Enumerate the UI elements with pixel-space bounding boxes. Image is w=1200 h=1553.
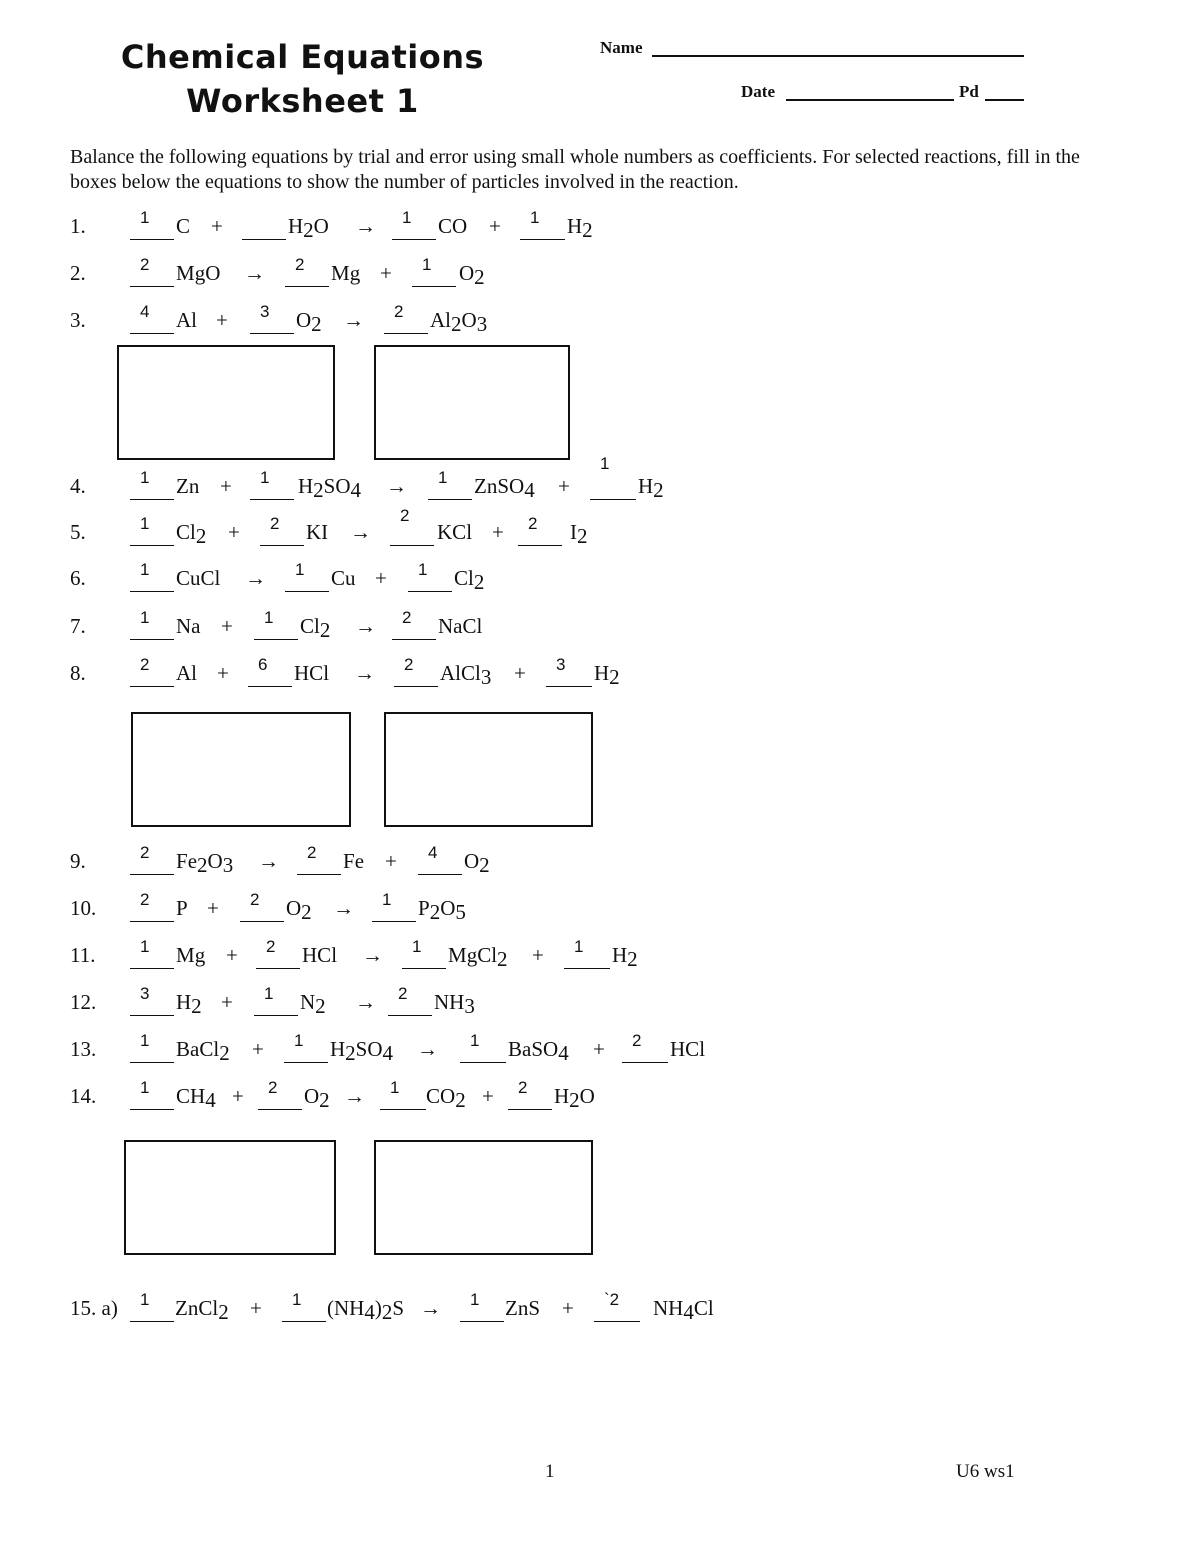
coefficient-value: 1 <box>260 468 270 487</box>
chemical-formula: BaSO4 <box>508 1037 569 1065</box>
coefficient-value: 2 <box>307 843 317 862</box>
equation-number: 12. <box>70 990 97 1014</box>
coefficient-value: 2 <box>528 514 538 533</box>
coefficient-blank[interactable] <box>428 499 472 500</box>
coefficient-blank[interactable] <box>130 239 174 240</box>
coefficient-value: 2 <box>140 843 150 862</box>
reaction-arrow: → <box>344 1084 365 1108</box>
chemical-formula: KI <box>306 520 329 544</box>
coefficient-blank[interactable] <box>297 874 341 875</box>
equation-number: 2. <box>70 261 86 285</box>
coefficient-value: 3 <box>140 984 150 1003</box>
plus-sign: + <box>207 896 219 920</box>
chemical-formula: O2 <box>286 896 312 924</box>
chemical-formula: Na <box>176 614 201 638</box>
period-label: Pd <box>959 82 979 101</box>
coefficient-value: 1 <box>382 890 392 909</box>
chemical-formula: O2 <box>459 261 485 289</box>
reactant-particle-box-3[interactable] <box>117 345 335 460</box>
chemical-formula: I2 <box>570 520 588 548</box>
chemical-formula: BaCl2 <box>176 1037 230 1065</box>
coefficient-value: 1 <box>140 608 150 627</box>
reaction-arrow: → <box>355 614 376 638</box>
reaction-arrow: → <box>350 520 371 544</box>
plus-sign: + <box>216 308 228 332</box>
coefficient-value: 2 <box>266 937 276 956</box>
plus-sign: + <box>220 474 232 498</box>
chemical-formula: O2 <box>304 1084 330 1112</box>
plus-sign: + <box>482 1084 494 1108</box>
chemical-formula: C <box>176 214 191 238</box>
reactant-particle-box-14[interactable] <box>124 1140 336 1255</box>
chemical-formula: HCl <box>294 661 330 685</box>
coefficient-value: 1 <box>295 560 305 579</box>
coefficient-value: 1 <box>140 468 150 487</box>
coefficient-blank[interactable] <box>508 1109 552 1110</box>
reaction-arrow: → <box>333 896 354 920</box>
equation-number: 5. <box>70 520 86 544</box>
coefficient-value: 2 <box>268 1078 278 1097</box>
coefficient-value: 2 <box>140 655 150 674</box>
plus-sign: + <box>492 520 504 544</box>
reaction-arrow: → <box>343 308 364 332</box>
chemical-formula: Al <box>176 308 198 332</box>
equation-number: 7. <box>70 614 86 638</box>
coefficient-blank[interactable] <box>412 286 456 287</box>
chemical-formula: MgO <box>176 261 221 285</box>
plus-sign: + <box>375 566 387 590</box>
coefficient-blank[interactable] <box>460 1062 506 1063</box>
period-field[interactable] <box>985 99 1024 101</box>
chemical-formula: H2O <box>288 214 329 242</box>
chemical-formula: H2 <box>594 661 620 689</box>
coefficient-value: 1 <box>292 1290 302 1309</box>
coefficient-value: 1 <box>264 608 274 627</box>
coefficient-value: 1 <box>412 937 422 956</box>
chemical-formula: ZnS <box>505 1296 541 1320</box>
coefficient-blank[interactable] <box>392 639 436 640</box>
coefficient-blank[interactable] <box>520 239 565 240</box>
coefficient-blank[interactable] <box>256 968 300 969</box>
equation-number: 1. <box>70 214 86 238</box>
coefficient-blank[interactable] <box>460 1321 504 1322</box>
date-field[interactable] <box>786 99 954 101</box>
chemical-formula: H2 <box>176 990 202 1018</box>
reaction-arrow: → <box>258 849 279 873</box>
chemical-formula: Cl2 <box>454 566 485 594</box>
coefficient-blank[interactable] <box>130 499 174 500</box>
coefficient-value: 2 <box>295 255 305 274</box>
coefficient-value: 1 <box>140 514 150 533</box>
chemical-formula: O2 <box>464 849 490 877</box>
coefficient-blank[interactable] <box>130 921 174 922</box>
chemical-formula: CO2 <box>426 1084 466 1112</box>
coefficient-value: 3 <box>260 302 270 321</box>
coefficient-blank[interactable] <box>254 639 298 640</box>
coefficient-blank[interactable] <box>546 686 592 687</box>
coefficient-value: 2 <box>398 984 408 1003</box>
chemical-formula: AlCl3 <box>440 661 492 689</box>
coefficient-blank[interactable] <box>130 1321 174 1322</box>
coefficient-blank[interactable] <box>384 333 428 334</box>
coefficient-blank[interactable] <box>518 545 562 546</box>
chemical-formula: H2O <box>554 1084 595 1112</box>
coefficient-value: `2 <box>604 1290 620 1309</box>
chemical-formula: HCl <box>302 943 338 967</box>
reaction-arrow: → <box>354 661 375 685</box>
plus-sign: + <box>228 520 240 544</box>
chemical-formula: KCl <box>437 520 473 544</box>
chemical-formula: Al <box>176 661 198 685</box>
coefficient-value: 1 <box>140 1290 150 1309</box>
coefficient-blank[interactable] <box>130 1062 174 1063</box>
coefficient-blank[interactable] <box>285 286 329 287</box>
coefficient-blank[interactable] <box>130 874 174 875</box>
coefficient-value: 2 <box>394 302 404 321</box>
coefficient-value: 2 <box>402 608 412 627</box>
coefficient-value: 1 <box>438 468 448 487</box>
instructions: Balance the following equations by trial and error using small whole numbers as coefficients. For selected reactions, fill in the boxes below the equations to show the number of particles involved in the reaction. <box>70 146 1080 193</box>
coefficient-blank[interactable] <box>130 639 174 640</box>
reaction-arrow: → <box>386 474 407 498</box>
coefficient-blank[interactable] <box>418 874 462 875</box>
chemical-formula: CH4 <box>176 1084 216 1112</box>
coefficient-blank[interactable] <box>392 239 436 240</box>
chemical-formula: (NH4)2S <box>327 1296 405 1324</box>
reaction-arrow: → <box>417 1037 438 1061</box>
equation-number: 9. <box>70 849 86 873</box>
coefficient-blank[interactable] <box>130 591 174 592</box>
coefficient-blank[interactable] <box>594 1321 640 1322</box>
coefficient-value: 1 <box>140 208 150 227</box>
coefficient-value: 4 <box>428 843 438 862</box>
worksheet-code: U6 ws1 <box>956 1461 1015 1482</box>
coefficient-blank[interactable] <box>258 1109 302 1110</box>
coefficient-blank[interactable] <box>130 686 174 687</box>
coefficient-blank[interactable] <box>250 499 294 500</box>
coefficient-value: 1 <box>470 1290 480 1309</box>
coefficient-value: 1 <box>140 560 150 579</box>
plus-sign: + <box>385 849 397 873</box>
coefficient-blank[interactable] <box>130 286 174 287</box>
coefficient-blank[interactable] <box>250 333 294 334</box>
coefficient-blank[interactable] <box>388 1015 432 1016</box>
reaction-arrow: → <box>244 261 265 285</box>
name-field[interactable] <box>652 55 1024 57</box>
coefficient-value: 2 <box>140 890 150 909</box>
coefficient-blank[interactable] <box>130 1015 174 1016</box>
chemical-formula: NaCl <box>438 614 483 638</box>
coefficient-value: 1 <box>530 208 540 227</box>
coefficient-value: 2 <box>518 1078 528 1097</box>
coefficient-blank[interactable] <box>130 333 174 334</box>
page-number: 1 <box>545 1461 555 1482</box>
reaction-arrow: → <box>355 990 376 1014</box>
plus-sign: + <box>250 1296 262 1320</box>
plus-sign: + <box>226 943 238 967</box>
equation-number: 4. <box>70 474 86 498</box>
product-particle-box-3[interactable] <box>374 345 570 460</box>
coefficient-value: 1 <box>422 255 432 274</box>
plus-sign: + <box>562 1296 574 1320</box>
coefficient-blank[interactable] <box>130 1109 174 1110</box>
plus-sign: + <box>489 214 501 238</box>
coefficient-blank[interactable] <box>240 921 284 922</box>
chemical-formula: HCl <box>670 1037 706 1061</box>
chemical-formula: ZnCl2 <box>175 1296 229 1324</box>
product-particle-box-8[interactable] <box>384 712 593 827</box>
plus-sign: + <box>232 1084 244 1108</box>
coefficient-blank[interactable] <box>130 968 174 969</box>
plus-sign: + <box>558 474 570 498</box>
plus-sign: + <box>217 661 229 685</box>
coefficient-blank[interactable] <box>372 921 416 922</box>
reaction-arrow: → <box>420 1296 441 1320</box>
coefficient-value: 1 <box>600 454 610 473</box>
coefficient-value: 3 <box>556 655 566 674</box>
chemical-formula: P2O5 <box>418 896 466 924</box>
equation-number: 3. <box>70 308 86 332</box>
name-label: Name <box>600 38 643 57</box>
chemical-formula: Cl2 <box>176 520 207 548</box>
equation-number: 14. <box>70 1084 97 1108</box>
coefficient-value: 1 <box>390 1078 400 1097</box>
chemical-formula: Cl2 <box>300 614 331 642</box>
reaction-arrow: → <box>355 214 376 238</box>
chemical-formula: NH4Cl <box>653 1296 714 1324</box>
date-label: Date <box>741 82 775 101</box>
product-particle-box-14[interactable] <box>374 1140 593 1255</box>
chemical-formula: H2 <box>612 943 638 971</box>
equation-number: 15. a) <box>70 1296 118 1320</box>
chemical-formula: H2SO4 <box>298 474 362 502</box>
chemical-formula: Fe <box>343 849 365 873</box>
chemical-formula: H2SO4 <box>330 1037 394 1065</box>
coefficient-blank[interactable] <box>390 545 434 546</box>
chemical-formula: Zn <box>176 474 200 498</box>
reaction-arrow: → <box>362 943 383 967</box>
coefficient-blank[interactable] <box>590 499 636 500</box>
equation-number: 11. <box>70 943 96 967</box>
coefficient-blank[interactable] <box>254 1015 298 1016</box>
equation-number: 13. <box>70 1037 97 1061</box>
coefficient-value: 2 <box>270 514 280 533</box>
plus-sign: + <box>532 943 544 967</box>
coefficient-value: 2 <box>250 890 260 909</box>
coefficient-blank[interactable] <box>402 968 446 969</box>
coefficient-blank[interactable] <box>282 1321 326 1322</box>
chemical-formula: CO <box>438 214 468 238</box>
coefficient-value: 1 <box>140 1078 150 1097</box>
equation-number: 8. <box>70 661 86 685</box>
coefficient-value: 4 <box>140 302 150 321</box>
chemical-formula: Mg <box>331 261 361 285</box>
chemical-formula: Al2O3 <box>430 308 488 336</box>
chemical-formula: O2 <box>296 308 322 336</box>
plus-sign: + <box>380 261 392 285</box>
coefficient-blank[interactable] <box>622 1062 668 1063</box>
reactant-particle-box-8[interactable] <box>131 712 351 827</box>
coefficient-value: 1 <box>470 1031 480 1050</box>
coefficient-value: 2 <box>400 506 410 525</box>
plus-sign: + <box>221 614 233 638</box>
coefficient-blank[interactable] <box>130 545 174 546</box>
coefficient-blank[interactable] <box>408 591 452 592</box>
chemical-formula: H2 <box>567 214 593 242</box>
coefficient-blank[interactable] <box>248 686 292 687</box>
title-line-2: Worksheet 1 <box>186 82 419 120</box>
coefficient-value: 2 <box>632 1031 642 1050</box>
coefficient-blank[interactable] <box>260 545 304 546</box>
coefficient-value: 1 <box>140 1031 150 1050</box>
chemical-formula: CuCl <box>176 566 221 590</box>
coefficient-value: 1 <box>294 1031 304 1050</box>
chemical-formula: N2 <box>300 990 326 1018</box>
plus-sign: + <box>252 1037 264 1061</box>
equation-number: 10. <box>70 896 97 920</box>
chemical-formula: Cu <box>331 566 356 590</box>
coefficient-value: 1 <box>402 208 412 227</box>
chemical-formula: ZnSO4 <box>474 474 535 502</box>
coefficient-blank[interactable] <box>394 686 438 687</box>
chemical-formula: Mg <box>176 943 206 967</box>
coefficient-value: 1 <box>264 984 274 1003</box>
coefficient-blank[interactable] <box>564 968 610 969</box>
equation-number: 6. <box>70 566 86 590</box>
coefficient-value: 2 <box>140 255 150 274</box>
coefficient-blank[interactable] <box>380 1109 426 1110</box>
coefficient-value: 2 <box>404 655 414 674</box>
plus-sign: + <box>593 1037 605 1061</box>
chemical-formula: P <box>176 896 188 920</box>
coefficient-value: 1 <box>140 937 150 956</box>
reaction-arrow: → <box>245 566 266 590</box>
chemical-formula: Fe2O3 <box>176 849 234 877</box>
coefficient-value: 6 <box>258 655 268 674</box>
coefficient-value: 1 <box>418 560 428 579</box>
plus-sign: + <box>211 214 223 238</box>
plus-sign: + <box>514 661 526 685</box>
chemical-formula: MgCl2 <box>448 943 508 971</box>
coefficient-blank[interactable] <box>284 1062 328 1063</box>
chemical-formula: NH3 <box>434 990 475 1018</box>
title-line-1: Chemical Equations <box>120 38 485 76</box>
coefficient-blank[interactable] <box>242 239 286 240</box>
coefficient-blank[interactable] <box>285 591 329 592</box>
chemical-formula: H2 <box>638 474 664 502</box>
coefficient-value: 1 <box>574 937 584 956</box>
plus-sign: + <box>221 990 233 1014</box>
